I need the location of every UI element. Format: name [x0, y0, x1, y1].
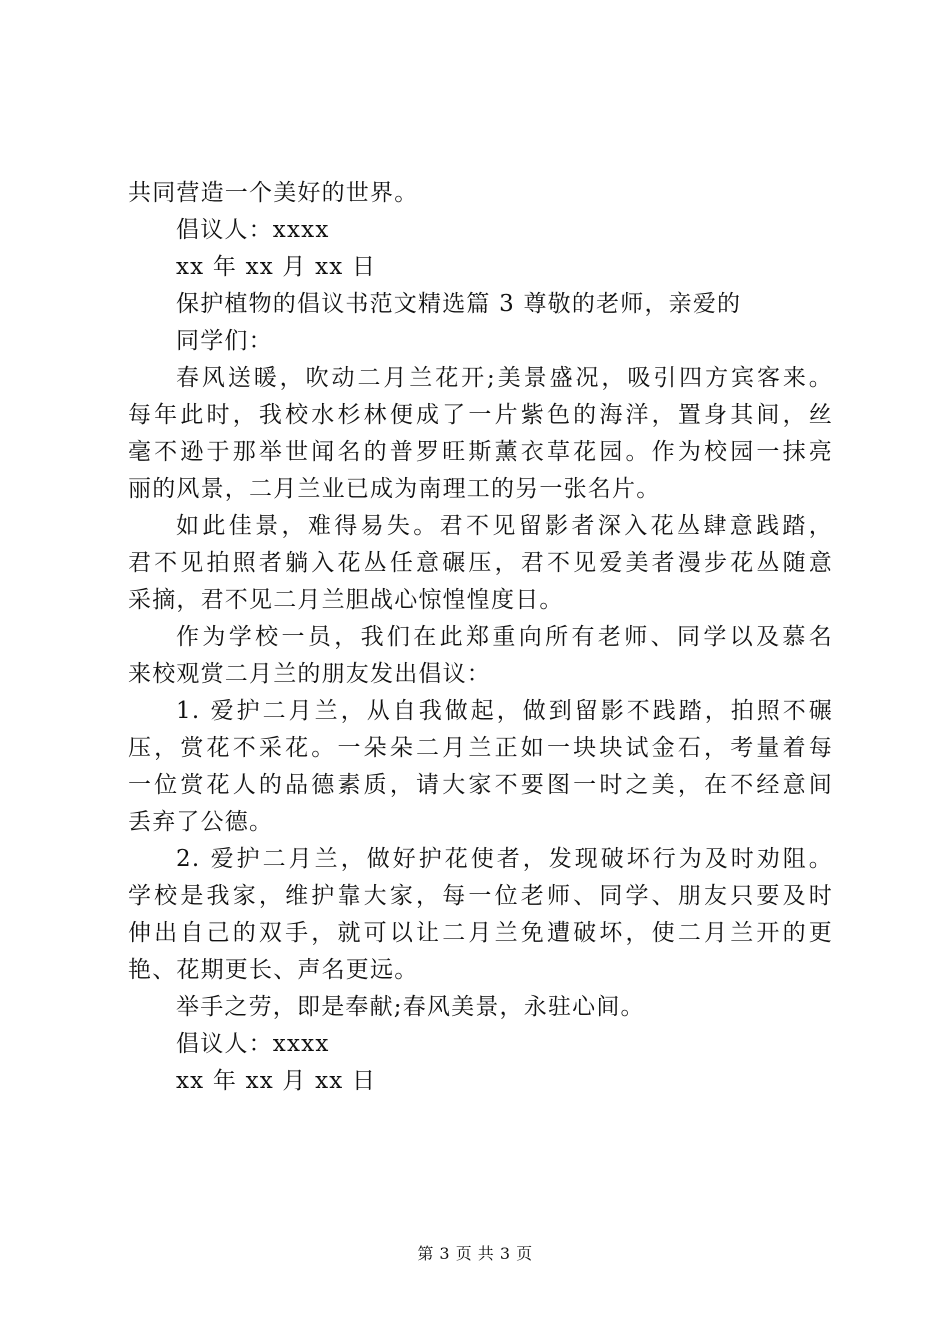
- text-line: 学校是我家，维护靠大家，每一位老师、同学、朋友只要及时: [128, 883, 833, 909]
- text-line: 举手之劳，即是奉献;春风美景，永驻心间。: [176, 994, 645, 1020]
- text-line: 共同营造一个美好的世界。: [128, 180, 419, 206]
- text-line: 君不见拍照者躺入花丛任意碾压，君不见爱美者漫步花丛随意: [128, 550, 833, 576]
- text-line: 压，赏花不采花。一朵朵二月兰正如一块块试金石，考量着每: [128, 735, 833, 761]
- text-line: 一位赏花人的品德素质，请大家不要图一时之美，在不经意间: [128, 772, 833, 798]
- text-line: 春风送暖，吹动二月兰花开;美景盛况，吸引四方宾客来。: [176, 365, 833, 391]
- text-line: 如此佳景，难得易失。君不见留影者深入花丛肆意践踏，: [176, 513, 833, 539]
- text-line: 伸出自己的双手，就可以让二月兰免遭破坏，使二月兰开的更: [128, 920, 833, 946]
- text-line: 丽的风景，二月兰业已成为南理工的另一张名片。: [128, 476, 661, 502]
- text-line: 丢弃了公德。: [128, 809, 274, 835]
- text-line: 每年此时，我校水杉林便成了一片紫色的海洋，置身其间，丝: [128, 402, 833, 428]
- text-line: 同学们：: [176, 328, 273, 354]
- text-line: xx 年 xx 月 xx 日: [176, 1068, 377, 1094]
- text-line: 作为学校一员，我们在此郑重向所有老师、同学以及慕名: [176, 624, 833, 650]
- text-line: 倡议人：xxxx: [176, 1031, 330, 1057]
- document-body: [128, 175, 833, 1100]
- text-line: 来校观赏二月兰的朋友发出倡议：: [128, 661, 491, 687]
- text-line: 采摘，君不见二月兰胆战心惊惶惶度日。: [128, 587, 564, 613]
- text-line: 倡议人：xxxx: [176, 217, 330, 243]
- text-line: 艳、花期更长、声名更远。: [128, 957, 419, 983]
- text-line: xx 年 xx 月 xx 日: [176, 254, 377, 280]
- page-footer: 第 3 页 共 3 页: [417, 1244, 533, 1263]
- text-line: 1. 爱护二月兰，从自我做起，做到留影不践踏，拍照不碾: [176, 698, 833, 724]
- text-line: 毫不逊于那举世闻名的普罗旺斯薰衣草花园。作为校园一抹亮: [128, 439, 833, 465]
- text-line: 2. 爱护二月兰，做好护花使者，发现破坏行为及时劝阻。: [176, 846, 833, 872]
- text-line: 保护植物的倡议书范文精选篇 3 尊敬的老师，亲爱的: [176, 291, 742, 317]
